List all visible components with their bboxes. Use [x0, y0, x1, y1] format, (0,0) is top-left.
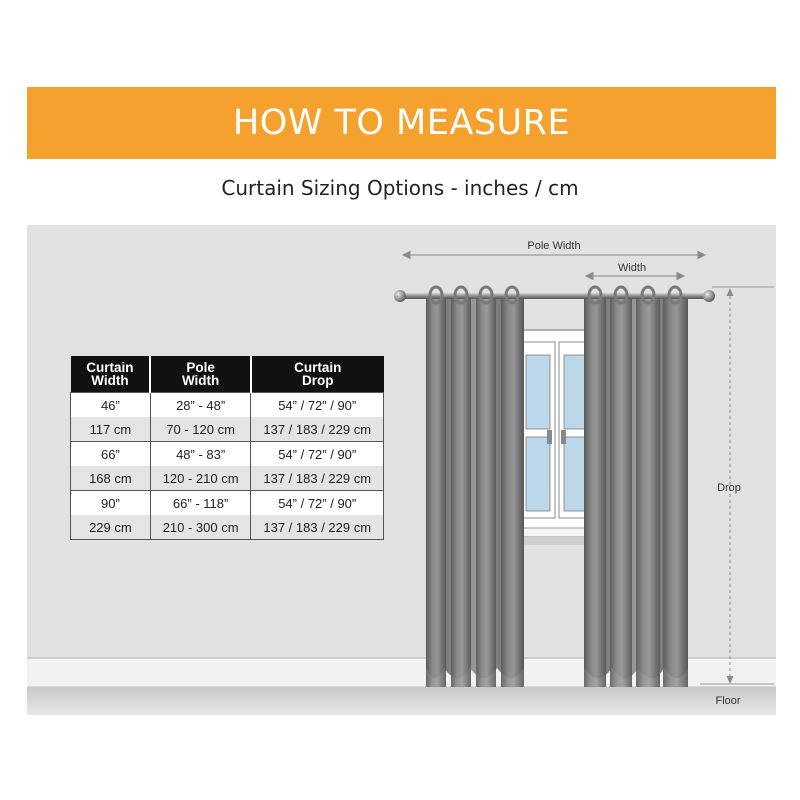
table-cell: 117 cm	[71, 417, 151, 442]
header-curtain-width: Curtain Width	[71, 356, 151, 393]
table-cell: 137 / 183 / 229 cm	[251, 515, 384, 540]
right-curtain	[584, 295, 688, 687]
table-cell: 137 / 183 / 229 cm	[251, 466, 384, 491]
banner-title: HOW TO MEASURE	[232, 103, 571, 143]
table-cell: 28” - 48”	[150, 393, 251, 418]
table-cell: 120 - 210 cm	[150, 466, 251, 491]
table-cell: 229 cm	[71, 515, 151, 540]
pole-width-dimension	[403, 252, 705, 259]
subtitle: Curtain Sizing Options - inches / cm	[221, 176, 579, 200]
table-cell: 66”	[71, 442, 151, 467]
left-curtain	[426, 295, 524, 700]
floor-label: Floor	[715, 695, 741, 707]
drop-label: Drop	[717, 482, 741, 494]
pole-width-label: Pole Width	[527, 240, 581, 252]
table-cell: 137 / 183 / 229 cm	[251, 417, 384, 442]
table-cell: 66” - 118”	[150, 491, 251, 516]
table-cell: 168 cm	[71, 466, 151, 491]
table-cell: 46”	[71, 393, 151, 418]
table-cell: 210 - 300 cm	[150, 515, 251, 540]
width-label: Width	[617, 262, 647, 274]
table-cell: 90”	[71, 491, 151, 516]
table-cell: 70 - 120 cm	[150, 417, 251, 442]
table-cell: 54” / 72” / 90”	[251, 491, 384, 516]
table-cell: 48” - 83”	[150, 442, 251, 467]
table-cell: 54” / 72” / 90”	[251, 442, 384, 467]
table-cell: 54” / 72” / 90”	[251, 393, 384, 418]
header-curtain-drop: Curtain Drop	[251, 356, 384, 393]
header-pole-width: Pole Width	[150, 356, 251, 393]
